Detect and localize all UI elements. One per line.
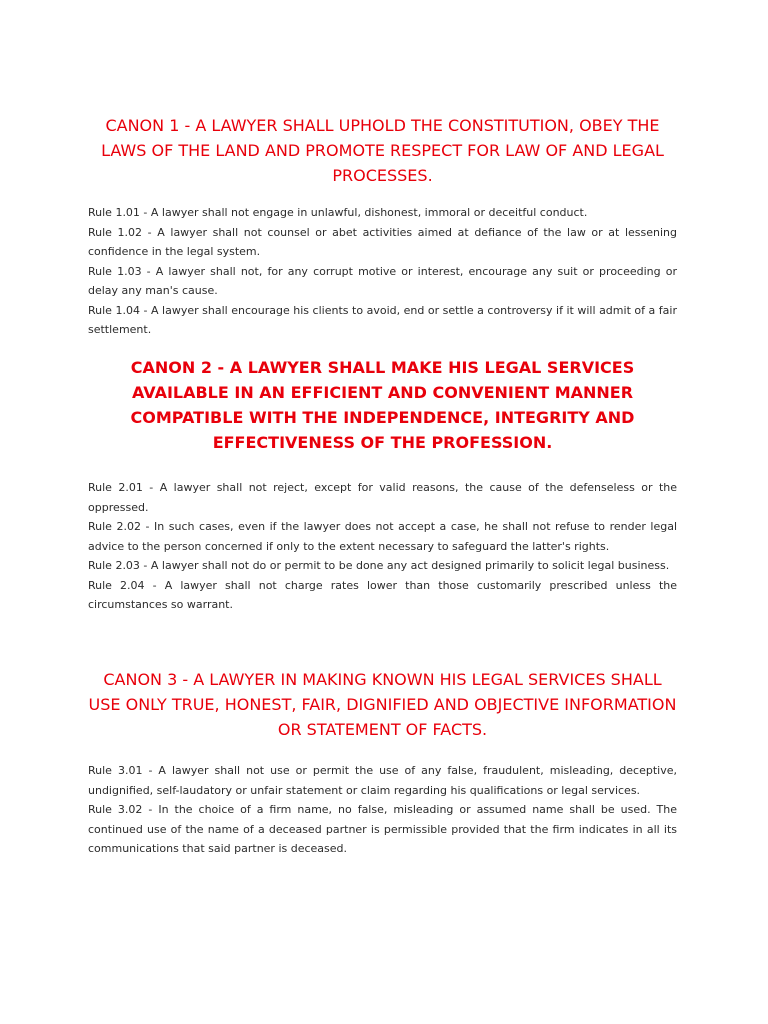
canon-3-heading: CANON 3 - A LAWYER IN MAKING KNOWN HIS LEGAL SERVICES SHALL USE ONLY TRUE, HONEST, FAIR, DIGNIFIED AND OBJECTIVE INFORMATION OR STATEMENT OF FACTS. bbox=[88, 670, 677, 739]
canon-2-rules bbox=[88, 478, 677, 615]
rule-1-01: Rule 1.01 - A lawyer shall not engage in unlawful, dishonest, immoral or deceitful conduct. bbox=[88, 206, 588, 219]
canon-2-heading: CANON 2 - A LAWYER SHALL MAKE HIS LEGAL SERVICES AVAILABLE IN AN EFFICIENT AND CONVENIENT MANNER COMPATIBLE WITH THE INDEPENDENCE, INTEGRITY AND EFFECTIVENESS OF THE PROFESSION. bbox=[130, 358, 635, 452]
rule-1-02: Rule 1.02 - A lawyer shall not counsel or abet activities aimed at defiance of the law or at lessening confidence in the legal system. bbox=[88, 225, 677, 258]
canon-3-rules bbox=[88, 761, 677, 859]
rule-1-03: Rule 1.03 - A lawyer shall not, for any corrupt motive or interest, encourage any suit or proceeding or delay any man's cause. bbox=[88, 264, 677, 297]
rule-2-04: Rule 2.04 - A lawyer shall not charge rates lower than those customarily prescribed unless the circumstances so warrant. bbox=[88, 578, 677, 611]
rule-2-01: Rule 2.01 - A lawyer shall not reject, except for valid reasons, the cause of the defenseless or the oppressed. bbox=[88, 481, 677, 514]
rule-2-03: Rule 2.03 - A lawyer shall not do or permit to be done any act designed primarily to solicit legal business. bbox=[88, 559, 670, 572]
canon-1-heading: CANON 1 - A LAWYER SHALL UPHOLD THE CONSTITUTION, OBEY THE LAWS OF THE LAND AND PROMOTE RESPECT FOR LAW OF AND LEGAL PROCESSES. bbox=[101, 116, 664, 185]
canon-1-rules bbox=[88, 203, 677, 340]
rule-2-02: Rule 2.02 - In such cases, even if the lawyer does not accept a case, he shall not refuse to render legal advice to the person concerned if only to the extent necessary to safeguard the latter's rights. bbox=[88, 520, 677, 553]
rule-3-01: Rule 3.01 - A lawyer shall not use or permit the use of any false, fraudulent, misleading, deceptive, undignified, self-laudatory or unfair statement or claim regarding his qualifications or legal services. bbox=[88, 764, 677, 797]
rule-3-02: Rule 3.02 - In the choice of a firm name, no false, misleading or assumed name shall be used. The continued use of the name of a deceased partner is permissible provided that the firm indicates in all its communications that said partner is deceased. bbox=[88, 803, 677, 855]
rule-1-04: Rule 1.04 - A lawyer shall encourage his clients to avoid, end or settle a controversy if it will admit of a fair settlement. bbox=[88, 303, 677, 336]
